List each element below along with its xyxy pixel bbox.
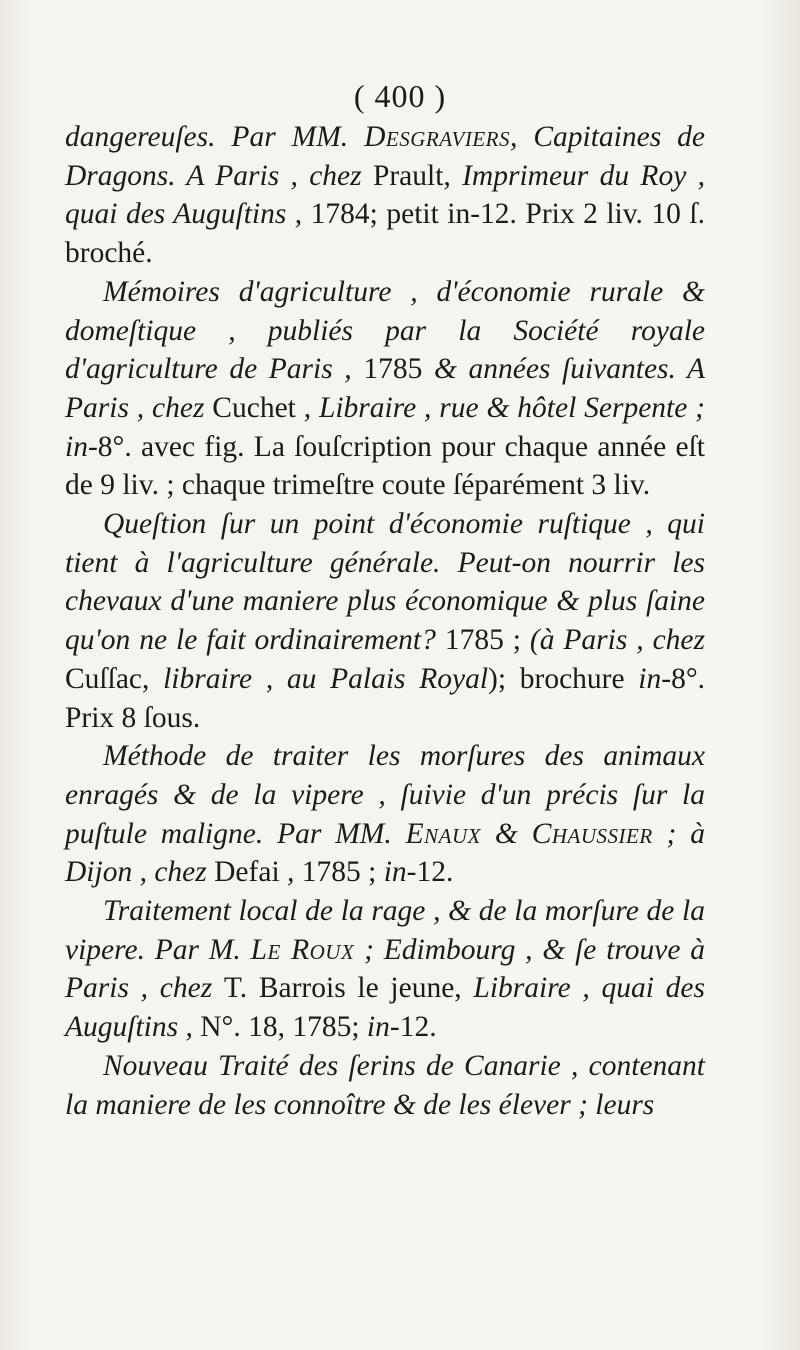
- entry-text-segment: &: [480, 817, 532, 850]
- entry-text-segment: ); brochure: [488, 662, 639, 695]
- entry-text-segment: ; Edimbourg , & ſe trouve à Paris , chez: [65, 933, 706, 1005]
- entry-text-segment: in-: [383, 856, 417, 889]
- entry-text-segment: (à Paris , chez: [529, 624, 705, 657]
- entry-text-segment: , Libraire , rue & hôtel Serpente ; in-: [65, 391, 706, 463]
- bibliography-text: [65, 118, 705, 1124]
- entry-text-segment: Libraire , quai des Auguſtins ,: [65, 972, 706, 1044]
- entry-text-segment: Desgraviers: [364, 121, 511, 153]
- entry-traite-serins: [65, 1047, 705, 1124]
- entry-text-segment: Enaux: [405, 817, 481, 850]
- entry-traitement-rage: [65, 892, 705, 1047]
- entry-text-segment: in-: [638, 662, 672, 695]
- entry-text-segment: , Imprimeur du Roy , quai des Auguſtins ,: [65, 159, 705, 231]
- entry-text-segment: Defai: [214, 856, 280, 889]
- entry-continued: [65, 118, 705, 273]
- entry-text-segment: in-: [366, 1011, 400, 1044]
- entry-text-segment: ,: [279, 856, 302, 889]
- entry-text-segment: & années ſuivantes. A Paris , chez: [65, 353, 706, 424]
- entry-text-segment: 1784; petit in-12. Prix 2 liv. 10 ſ. broché.: [65, 198, 705, 270]
- entry-text-segment: ; à Dijon , chez: [65, 817, 705, 889]
- entry-text-segment: Le Roux: [250, 933, 355, 966]
- entry-text-segment: Nouveau Traité des ſerins de Canarie , contenant la maniere de les connoître & de les élever ; leurs: [65, 1049, 705, 1121]
- entry-memoires-agriculture: [65, 273, 705, 505]
- entry-question-economie-rustique: [65, 505, 705, 737]
- entry-text-segment: libraire , au Palais Royal: [163, 662, 489, 695]
- entry-text-segment: dangereuſes. Par MM.: [65, 121, 365, 153]
- entry-text-segment: Queſtion ſur un point d'économie ruſtique , qui tient à l'agriculture générale. Peut-on nourrir les chevaux d'une maniere plus économique & plus ſaine qu'on ne le fait ordinairement?: [65, 508, 705, 657]
- page-number: ( 400 ): [353, 78, 447, 114]
- entry-methode-morsures: [65, 737, 705, 892]
- entry-text-segment: 8°. avec fig. La ſouſcription pour chaque année eſt de 9 liv. ; chaque trimeſtre coute ſéparément 3 liv.: [65, 430, 705, 502]
- entry-text-segment: Traitement local de la rage , & de la morſure de la vipere. Par M.: [65, 895, 705, 966]
- entry-text-segment: 1785 ;: [301, 856, 384, 889]
- entry-text-segment: N°. 18, 1785;: [200, 1011, 367, 1044]
- entry-text-segment: 8°. Prix 8 ſous.: [65, 662, 706, 734]
- entry-text-segment: 12.: [416, 856, 454, 889]
- entry-text-segment: Méthode de traiter les morſures des animaux enragés & de la vipere , ſuivie d'un précis ſur la puſtule maligne. Par MM.: [65, 740, 705, 850]
- entry-text-segment: 12.: [399, 1011, 437, 1044]
- entry-text-segment: Cuſſac,: [65, 662, 164, 695]
- entry-text-segment: 1785 ;: [444, 624, 530, 657]
- entry-text-segment: Chaussier: [531, 817, 653, 850]
- entry-text-segment: , Capitaines de Dragons. A Paris , chez: [65, 121, 705, 192]
- entry-text-segment: 1785: [363, 353, 434, 386]
- entry-text-segment: T. Barrois le jeune,: [223, 972, 474, 1005]
- entry-text-segment: Prault: [372, 159, 444, 192]
- entry-text-segment: Mémoires d'agriculture , d'économie rurale & domeſtique , publiés par la Société royale d'agriculture de Paris ,: [65, 275, 705, 386]
- entry-text-segment: Cuchet: [212, 391, 296, 424]
